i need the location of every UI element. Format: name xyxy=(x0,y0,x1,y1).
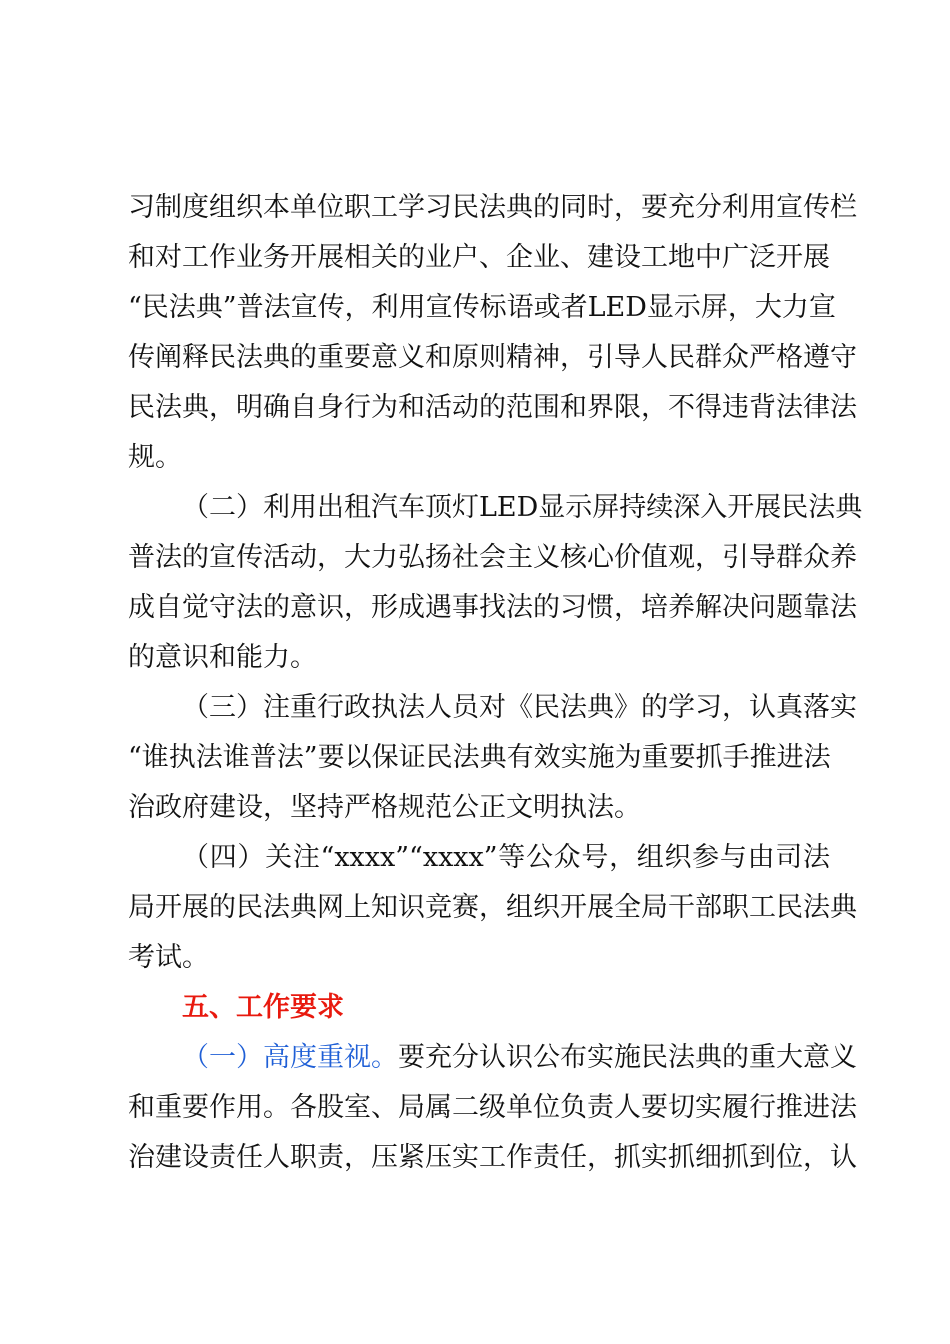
text-line: （四）关注“xxxx”“xxxx”等公众号，组织参与由司法 xyxy=(182,842,830,873)
text-line: 规。 xyxy=(128,442,182,473)
document-body xyxy=(128,183,863,1183)
text-line: 习制度组织本单位职工学习民法典的同时，要充分利用宣传栏 xyxy=(128,192,857,223)
text-line: 局开展的民法典网上知识竞赛，组织开展全局干部职工民法典 xyxy=(128,892,857,923)
paragraph-3 xyxy=(128,683,857,833)
text-line: 治建设责任人职责，压紧压实工作责任，抓实抓细抓到位，认 xyxy=(128,1142,857,1173)
text-line xyxy=(128,1033,857,1083)
text-line: “谁执法谁普法”要以保证民法典有效实施为重要抓手推进法 xyxy=(128,742,831,773)
text-line: 传阐释民法典的重要意义和原则精神，引导人民群众严格遵守 xyxy=(128,342,857,373)
text-line: 治政府建设，坚持严格规范公正文明执法。 xyxy=(128,792,641,823)
text-run: 要充分认识公布实施民法典的重大意义 xyxy=(398,1042,857,1073)
text-line: 民法典，明确自身行为和活动的范围和界限，不得违背法律法 xyxy=(128,392,857,423)
text-line: （三）注重行政执法人员对《民法典》的学习，认真落实 xyxy=(182,692,857,723)
text-line: 普法的宣传活动，大力弘扬社会主义核心价值观，引导群众养 xyxy=(128,542,857,573)
paragraph-4 xyxy=(128,833,857,983)
section-heading: 五、工作要求 xyxy=(182,992,344,1023)
text-line: 的意识和能力。 xyxy=(128,642,317,673)
text-line: 成自觉守法的意识，形成遇事找法的习惯，培养解决问题靠法 xyxy=(128,592,857,623)
text-line: 考试。 xyxy=(128,942,209,973)
text-line: “民法典”普法宣传，利用宣传标语或者LED显示屏，大力宣 xyxy=(128,292,836,323)
paragraph-1 xyxy=(128,183,857,483)
text-line: 和重要作用。各股室、局属二级单位负责人要切实履行推进法 xyxy=(128,1092,857,1123)
highlight-text: （一）高度重视。 xyxy=(182,1042,398,1073)
paragraph-2 xyxy=(128,483,863,683)
text-line: （二）利用出租汽车顶灯LED显示屏持续深入开展民法典 xyxy=(182,492,863,523)
text-line: 和对工作业务开展相关的业户、企业、建设工地中广泛开展 xyxy=(128,242,830,273)
paragraph-5 xyxy=(128,1033,857,1183)
